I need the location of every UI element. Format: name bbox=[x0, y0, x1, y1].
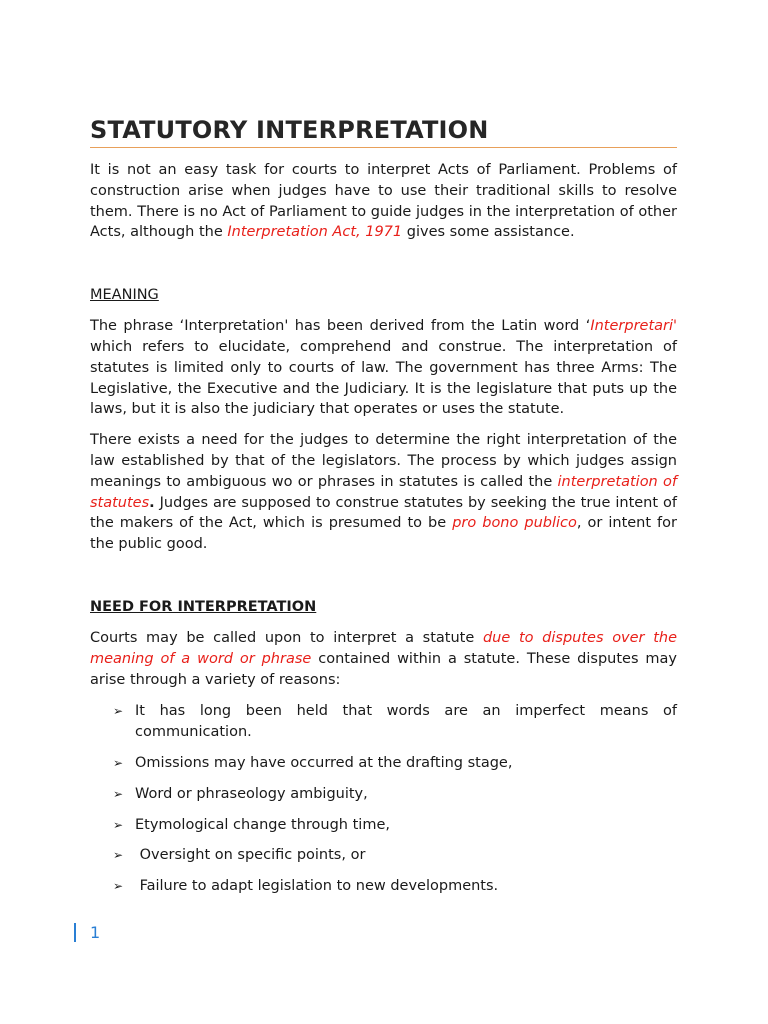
list-item-text: Failure to adapt legislation to new developments. bbox=[135, 878, 499, 895]
list-item bbox=[90, 845, 677, 866]
page-footer bbox=[74, 922, 100, 942]
need-text-1: Courts may be called upon to interpret a statute bbox=[90, 629, 483, 646]
arrow-bullet-icon: ➢ bbox=[113, 848, 124, 863]
list-item bbox=[90, 753, 677, 774]
list-item-text: Etymological change through time, bbox=[135, 816, 390, 833]
meaning-p1-text-1: The phrase ‘Interpretation' has been derived from the Latin word ‘ bbox=[90, 318, 591, 335]
need-highlight: due to disputes over the meaning of a word or phrase bbox=[90, 629, 677, 667]
meaning-p2-highlight-2: pro bono publico bbox=[452, 515, 577, 532]
list-item bbox=[90, 701, 677, 743]
list-item-text: Word or phraseology ambiguity, bbox=[135, 785, 368, 802]
list-item-text: Omissions may have occurred at the drafting stage, bbox=[135, 754, 513, 771]
need-heading: NEED FOR INTERPRETATION bbox=[90, 598, 317, 615]
footer-divider bbox=[74, 923, 76, 942]
meaning-p2-bold-dot: . bbox=[149, 494, 155, 511]
reasons-list bbox=[90, 701, 677, 897]
need-text-2: contained within a statute. These disputes may arise through a variety of reasons: bbox=[90, 650, 677, 688]
list-item bbox=[90, 876, 677, 897]
meaning-p1-highlight: Interpretari' bbox=[590, 318, 677, 335]
intro-text-2: gives some assistance. bbox=[402, 224, 575, 241]
meaning-p2-text-3: , or intent for the public good. bbox=[90, 515, 677, 553]
need-paragraph bbox=[90, 628, 677, 690]
arrow-bullet-icon: ➢ bbox=[113, 786, 124, 801]
document-body bbox=[90, 114, 677, 897]
arrow-bullet-icon: ➢ bbox=[113, 879, 124, 894]
arrow-bullet-icon: ➢ bbox=[113, 755, 124, 770]
arrow-bullet-icon: ➢ bbox=[113, 704, 124, 719]
page-number: 1 bbox=[90, 922, 101, 942]
meaning-heading: MEANING bbox=[90, 287, 159, 304]
intro-highlight: Interpretation Act, 1971 bbox=[227, 224, 403, 241]
document-title: STATUTORY INTERPRETATION bbox=[90, 114, 677, 148]
list-item-text: It has long been held that words are an imperfect means of communication. bbox=[135, 703, 677, 741]
intro-paragraph bbox=[90, 160, 677, 243]
meaning-p2-text-1: There exists a need for the judges to determine the right interpretation of the law established by that of the legislators. The process by which judges assign meanings to ambiguous wo or phrases in statutes is called the bbox=[90, 432, 677, 490]
arrow-bullet-icon: ➢ bbox=[113, 817, 124, 832]
meaning-paragraph-1 bbox=[90, 316, 677, 420]
meaning-p2-text-2: Judges are supposed to construe statutes by seeking the true intent of the makers of the Act, which is presumed to be bbox=[90, 494, 677, 532]
list-item bbox=[90, 784, 677, 805]
meaning-paragraph-2 bbox=[90, 430, 677, 555]
intro-text-1: It is not an easy task for courts to interpret Acts of Parliament. Problems of construction arise when judges have to use their traditional skills to resolve them. There is no Act of Parliament to guide judges in the interpretation of other Acts, although the bbox=[90, 162, 677, 241]
meaning-p1-text-2: which refers to elucidate, comprehend and construe. The interpretation of statutes is limited only to courts of law. The government has three Arms: The Legislative, the Executive and the Judiciary. It is the legislature that puts up the laws, but it is also the judiciary that operates or uses the statute. bbox=[90, 338, 677, 418]
list-item bbox=[90, 815, 677, 836]
meaning-p2-highlight-1: interpretation of statutes bbox=[90, 473, 677, 511]
list-item-text: Oversight on specific points, or bbox=[135, 847, 366, 864]
